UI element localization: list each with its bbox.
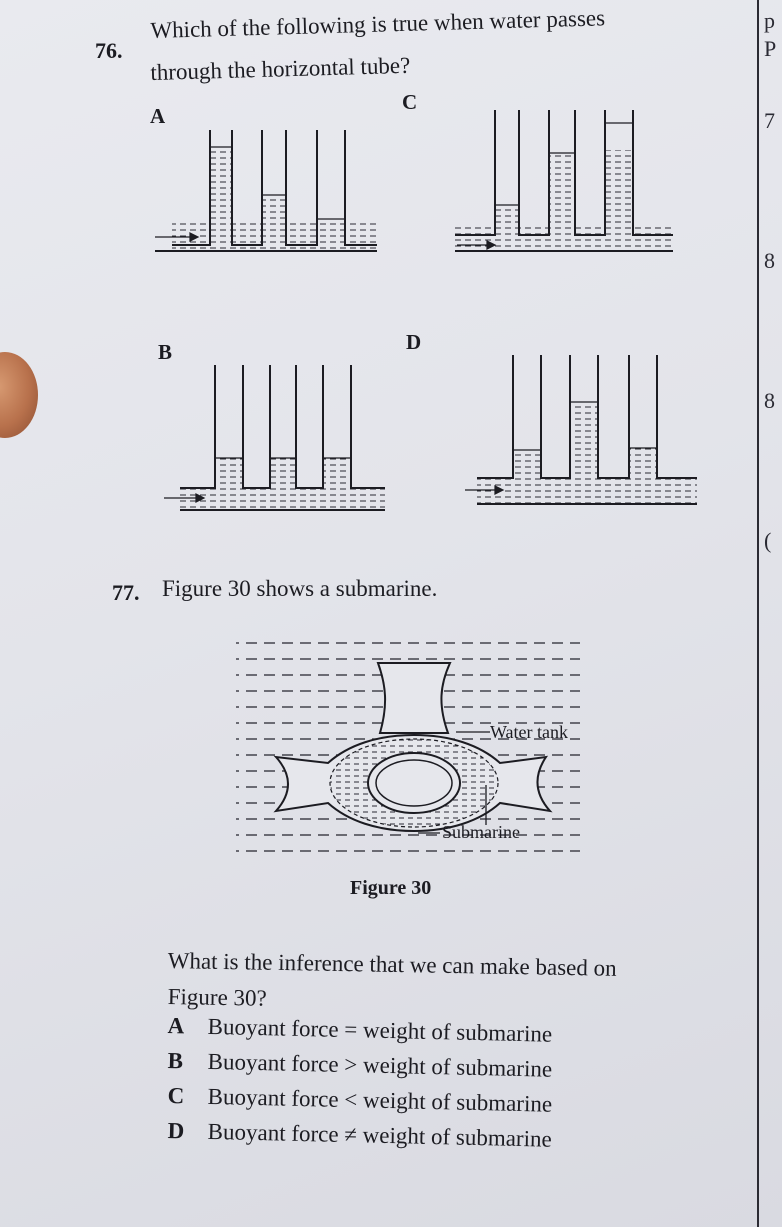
water-tank-label: Water tank [490,722,569,742]
diagram-option-c [445,105,685,255]
question-77-line2: Figure 30? [167,983,267,1011]
answer-text: Buoyant force > weight of submarine [207,1048,553,1082]
option-label-a: A [150,104,166,128]
margin-char: 7 [764,108,775,133]
margin-char: P [764,36,777,61]
answer-letter: B [167,1048,184,1074]
question-76-number: 76. [95,38,123,63]
submarine-label: Submarine [442,822,520,842]
answer-text: Buoyant force ≠ weight of submarine [207,1118,553,1152]
answer-letter: D [167,1118,185,1144]
diagram-option-a [150,125,390,265]
question-77-intro: Figure 30 shows a submarine. [162,576,438,601]
question-77-number: 77. [112,580,140,605]
answer-text: Buoyant force < weight of submarine [207,1083,553,1117]
question-76-line2: through the horizontal tube? [150,52,411,85]
margin-char: 8 [764,248,775,273]
answer-text: Buoyant force = weight of submarine [207,1013,553,1047]
column-divider [757,0,759,1227]
option-label-b: B [158,340,173,364]
question-77-line1: What is the inference that we can make based on [167,947,617,981]
option-label-d: D [406,330,422,354]
figure-30-submarine [228,635,588,865]
answer-letter: A [167,1013,185,1039]
diagram-option-b [160,360,395,515]
option-label-c: C [402,90,418,114]
diagram-option-d [455,350,705,510]
margin-char: 8 [764,388,775,413]
answer-letter: C [167,1083,185,1109]
figure-caption: Figure 30 [350,877,432,899]
question-76-line1: Which of the following is true when water passes [150,5,606,43]
margin-char: p [764,8,775,33]
margin-char: ( [764,528,772,553]
